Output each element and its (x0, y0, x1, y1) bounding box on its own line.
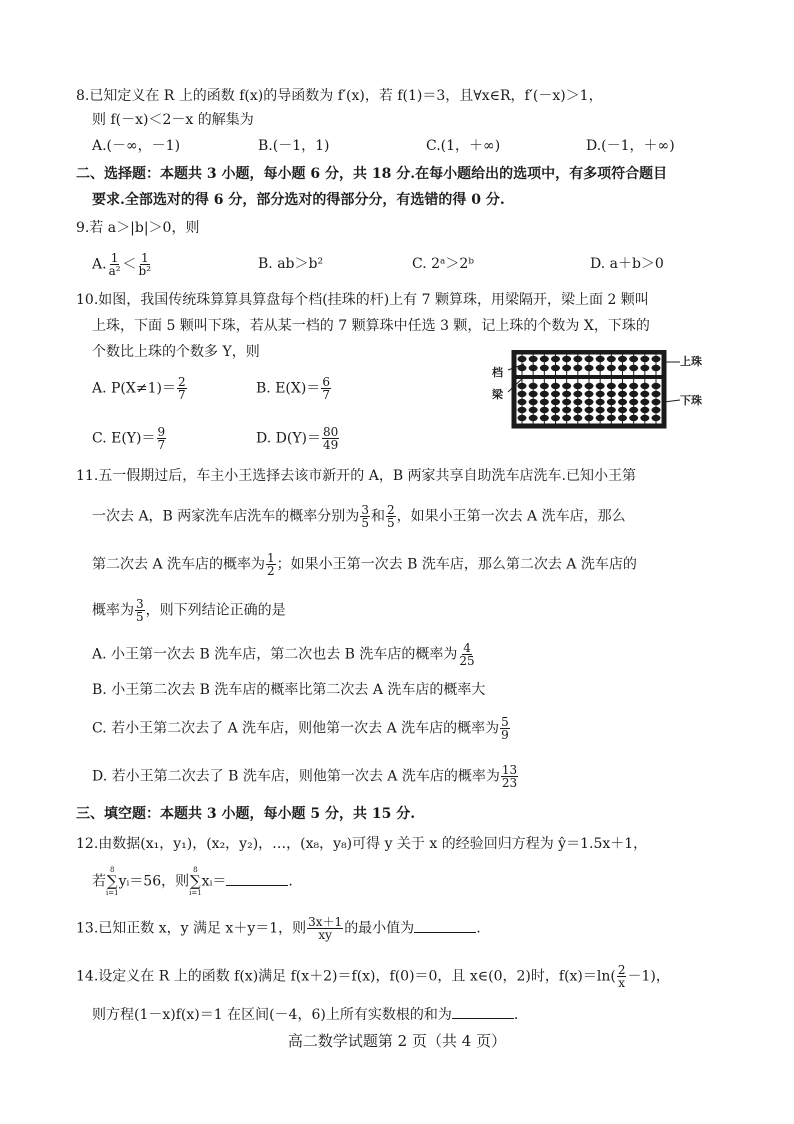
abacus-bead (640, 383, 649, 389)
q8-option-c: C.(1，＋∞) (426, 138, 501, 154)
abacus-bead (652, 415, 661, 421)
q9-stem: 9.若 a＞|b|＞0，则 (76, 220, 200, 236)
q10-line3: 个数比上珠的个数多 Y，则 (92, 344, 260, 360)
abacus-bead (573, 391, 582, 397)
abacus-bead (529, 407, 538, 413)
abacus-bead (652, 356, 661, 362)
abacus-bead (585, 391, 594, 397)
abacus-bead (540, 383, 549, 389)
abacus-bead (573, 407, 582, 413)
abacus-bead (629, 383, 638, 389)
abacus-bead (585, 399, 594, 405)
abacus-bead (607, 391, 616, 397)
q13-line: 13.已知正数 x，y 满足 x＋y＝1，则 $\frac{3x+1}{xy}$ 的最小值为 . (76, 915, 481, 942)
abacus-bead (585, 383, 594, 389)
q9-option-a (92, 252, 153, 277)
abacus-bead (529, 391, 538, 397)
abacus-bead (585, 356, 594, 362)
abacus-bead (629, 365, 638, 371)
q11-option-c: C. 若小王第二次去了 A 洗车店，则他第一次去 A 洗车店的概率为 $\frac{5}{9}$ (92, 715, 509, 742)
abacus-bead (518, 399, 527, 405)
abacus-bead (540, 399, 549, 405)
q13-answer-blank[interactable] (414, 918, 476, 933)
abacus-bead (618, 399, 627, 405)
abacus-bead (607, 383, 616, 389)
abacus-bead (518, 407, 527, 413)
page-footer: 高二数学试题第 2 页（共 4 页） (287, 1032, 507, 1050)
q11-line2: 一次去 A，B 两家洗车店洗车的概率分别为 $\frac{3}{5}$ 和 $\frac{2}{5}$ ，如果小王第一次去 A 洗车店，那么 (92, 503, 626, 530)
q8-option-a: A.(－∞，－1) (92, 138, 181, 154)
abacus-bead (529, 383, 538, 389)
abacus-bead (551, 415, 560, 421)
abacus-bead (618, 415, 627, 421)
abacus-bead (573, 399, 582, 405)
abacus-bead (607, 399, 616, 405)
q9-option-a-frac1: $\frac{1}{\text{a²}}$ (108, 251, 121, 278)
abacus-bead (529, 356, 538, 362)
q12-answer-blank[interactable] (226, 871, 288, 886)
abacus-bead (540, 407, 549, 413)
abacus-bead (629, 415, 638, 421)
abacus-bead (562, 391, 571, 397)
abacus-bead (596, 399, 605, 405)
abacus-bead (585, 365, 594, 371)
abacus-bead (652, 399, 661, 405)
abacus-bead (618, 383, 627, 389)
abacus-bead (540, 391, 549, 397)
abacus-bead (652, 383, 661, 389)
q11-line1: 11.五一假期过后，车主小王选择去该市新开的 A，B 两家共享自助洗车店洗车.已知小王第 (76, 468, 637, 484)
abacus-bead (551, 365, 560, 371)
q9-option-a-label: A. (92, 256, 107, 273)
abacus-label-beam: 梁 (492, 388, 503, 401)
abacus-bead (551, 407, 560, 413)
abacus-bead (573, 415, 582, 421)
abacus-bead (596, 407, 605, 413)
section3-heading: 三、填空题：本题共 3 小题，每小题 5 分，共 15 分. (76, 806, 416, 822)
abacus-bead (529, 399, 538, 405)
abacus-bead (529, 365, 538, 371)
abacus-bead (562, 383, 571, 389)
abacus-bead (607, 415, 616, 421)
q11-option-a: A. 小王第一次去 B 洗车店，第二次也去 B 洗车店的概率为 $\frac{4}{25}$ (92, 641, 475, 668)
abacus-bead (640, 365, 649, 371)
abacus-bead (562, 415, 571, 421)
abacus-bead (629, 399, 638, 405)
abacus-bead (551, 383, 560, 389)
abacus-bead (562, 356, 571, 362)
abacus-bead (607, 365, 616, 371)
abacus-label-rod: 档 (492, 366, 503, 379)
abacus-bead (618, 365, 627, 371)
q12-sum-x: 8 ∑ i=1 (189, 866, 202, 897)
abacus-bead (640, 391, 649, 397)
abacus-bead (573, 365, 582, 371)
q12-line2: 若 8 ∑ i=1 yᵢ＝56，则 8 ∑ i=1 xᵢ＝ . (92, 866, 293, 897)
abacus-bead (585, 415, 594, 421)
abacus-bead (618, 407, 627, 413)
abacus-bead (652, 407, 661, 413)
abacus-bead (607, 356, 616, 362)
abacus-bead (629, 407, 638, 413)
abacus-label-lower: 下珠 (680, 394, 702, 407)
abacus-bead (529, 415, 538, 421)
q11-line3: 第二次去 A 洗车店的概率为 $\frac{1}{2}$ ；如果小王第一次去 B 洗车店，那么第二次去 A 洗车店的 (92, 551, 637, 578)
abacus-bead (629, 356, 638, 362)
abacus-bead (540, 415, 549, 421)
q8-line2: 则 f(－x)＜2－x 的解集为 (92, 112, 254, 128)
abacus-bead (640, 415, 649, 421)
abacus-bead (551, 399, 560, 405)
abacus-bead (596, 415, 605, 421)
section2-heading-line2: 要求.全部选对的得 6 分，部分选对的得部分分，有选错的得 0 分. (92, 192, 505, 208)
q11-option-d: D. 若小王第二次去了 B 洗车店，则他第一次去 A 洗车店的概率为 $\frac{13}{23}$ (92, 763, 518, 790)
abacus-bead (652, 391, 661, 397)
abacus-bead (596, 391, 605, 397)
abacus-bead (573, 356, 582, 362)
q10-option-c: C. E(Y)＝ $\frac{9}{7}$ (92, 425, 166, 452)
abacus-bead (518, 383, 527, 389)
abacus-bead (562, 407, 571, 413)
q12-sum-y: 8 ∑ i=1 (106, 866, 119, 897)
abacus-bead (518, 356, 527, 362)
q10-line1: 10.如图，我国传统珠算算具算盘每个档(挂珠的杆)上有 7 颗算珠，用梁隔开，梁上面 2 颗叫 (76, 292, 649, 308)
abacus-bead (540, 356, 549, 362)
abacus-bead (518, 391, 527, 397)
q11-line4: 概率为 $\frac{3}{5}$ ，则下列结论正确的是 (92, 597, 286, 624)
abacus-bead (618, 356, 627, 362)
abacus-label-upper: 上珠 (680, 355, 702, 368)
q8-option-d: D.(－1，＋∞) (586, 138, 675, 154)
abacus-bead (640, 407, 649, 413)
q10-option-b: B. E(X)＝ $\frac{6}{7}$ (256, 375, 330, 402)
q14-line2: 则方程(1－x)f(x)＝1 在区间(－4，6)上所有实数根的和为 . (92, 1004, 518, 1025)
q10-line2: 上珠，下面 5 颗叫下珠，若从某一档的 7 颗算珠中任选 3 颗，记上珠的个数为 X，下珠的 (92, 318, 650, 334)
abacus-bead (640, 356, 649, 362)
q9-option-a-frac2: $\frac{1}{\text{b²}}$ (138, 251, 152, 278)
abacus-bead (640, 399, 649, 405)
abacus-bead (596, 356, 605, 362)
abacus-figure (494, 350, 724, 430)
abacus-bead (629, 391, 638, 397)
q12-line1: 12.由数据(x₁，y₁)，(x₂，y₂)，…，(x₈，y₈)可得 y 关于 x 的经验回归方程为 ŷ＝1.5x＋1， (76, 836, 648, 852)
abacus-bead (562, 365, 571, 371)
q10-option-d: D. D(Y)＝ $\frac{80}{49}$ (256, 425, 339, 452)
abacus-bead (551, 391, 560, 397)
q8-line1: 8.已知定义在 R 上的函数 f(x)的导函数为 f′(x)，若 f(1)＝3，且∀x∈R，f′(－x)＞1， (76, 88, 603, 104)
abacus-bead (518, 415, 527, 421)
abacus-bead (585, 407, 594, 413)
q10-option-a: A. P(X≠1)＝ $\frac{2}{7}$ (92, 375, 186, 402)
q8-option-b: B.(－1，1) (258, 138, 330, 154)
q11-option-b: B. 小王第二次去 B 洗车店的概率比第二次去 A 洗车店的概率大 (92, 682, 486, 698)
abacus-bead (607, 407, 616, 413)
q9-option-c: C. 2ᵃ＞2ᵇ (412, 256, 474, 272)
abacus-bead (562, 399, 571, 405)
abacus-bead (551, 356, 560, 362)
abacus-bead (596, 365, 605, 371)
abacus-bead (573, 383, 582, 389)
q14-answer-blank[interactable] (452, 1004, 514, 1019)
abacus-bead (618, 391, 627, 397)
q14-line1: 14.设定义在 R 上的函数 f(x)满足 f(x＋2)＝f(x)，f(0)＝0，且 x∈(0，2)时，f(x)＝ln( $\frac{2}{x}$ －1)， (76, 963, 670, 990)
q9-option-a-op: ＜ (122, 256, 137, 273)
abacus-bead (596, 383, 605, 389)
section2-heading-line1: 二、选择题：本题共 3 小题，每小题 6 分，共 18 分.在每小题给出的选项中，有多项符合题目 (76, 166, 668, 182)
abacus-bead (540, 365, 549, 371)
q9-option-b: B. ab＞b² (258, 256, 324, 272)
q9-option-d: D. a＋b＞0 (590, 256, 664, 272)
abacus-bead (652, 365, 661, 371)
